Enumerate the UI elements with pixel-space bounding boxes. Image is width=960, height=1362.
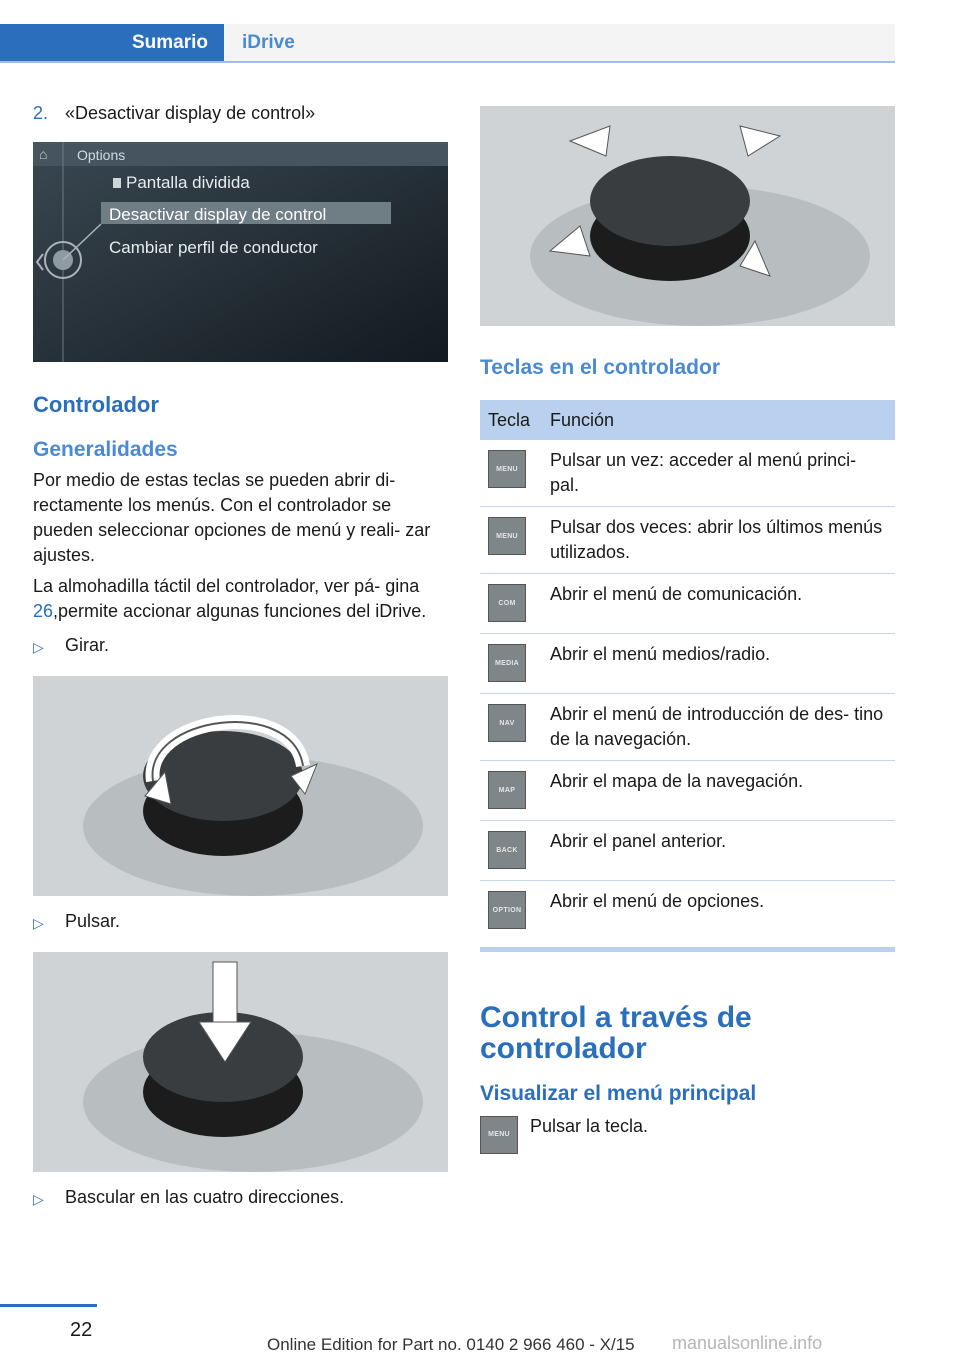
function-cell: Abrir el menú medios/radio. [542, 634, 895, 694]
nav-key-icon: NAV [488, 704, 526, 742]
footer-edition-text: Online Edition for Part no. 0140 2 966 460 - X/15 [267, 1335, 635, 1354]
key-cell [480, 440, 542, 507]
bullet-text: Girar. [65, 635, 110, 655]
watermark: manualsonline.info [672, 1333, 823, 1353]
menu-item-desactivar[interactable]: Desactivar display de control [109, 205, 327, 224]
controller-tilt-image [480, 106, 895, 326]
back-key-icon: BACK [488, 831, 526, 869]
paragraph-2-text-b: ,permite accionar algunas funciones del iDrive. [53, 601, 427, 621]
table-row [480, 694, 895, 761]
keys-table [480, 400, 895, 941]
subsection-menu-principal: Visualizar el menú principal [480, 1081, 757, 1105]
option-key-icon: OPTION [488, 891, 526, 929]
key-cell [480, 694, 542, 761]
footer-divider [0, 1304, 97, 1307]
section-title-controlador: Controlador [33, 392, 159, 417]
key-cell [480, 574, 542, 634]
triangle-bullet-icon: ▷ [33, 1191, 44, 1207]
function-cell: Abrir el menú de opciones. [550, 891, 765, 911]
menu-item-pantalla[interactable]: Pantalla dividida [126, 173, 250, 192]
column-header-tecla: Tecla [480, 400, 542, 440]
section-title-teclas: Teclas en el controlador [480, 356, 721, 379]
table-row [480, 761, 895, 821]
header-divider [0, 61, 895, 63]
function-cell: Pulsar un vez: acceder al menú princi‐ pal. [542, 440, 895, 507]
function-cell: Abrir el menú de comunicación. [542, 574, 895, 634]
press-key-instruction [480, 1116, 895, 1154]
step-2 [33, 100, 448, 126]
table-header-row [480, 400, 895, 440]
key-cell [480, 507, 542, 574]
menu-key-icon: MENU [488, 450, 526, 488]
menu-key-icon: MENU [488, 517, 526, 555]
paragraph-2 [33, 574, 448, 624]
triangle-bullet-icon: ▷ [33, 639, 44, 655]
key-cell [480, 761, 542, 821]
page-number: 22 [70, 1319, 93, 1341]
step-number: 2. [33, 103, 49, 123]
table-row [480, 634, 895, 694]
table-row [480, 881, 895, 941]
key-cell [480, 634, 542, 694]
function-cell: Abrir el panel anterior. [542, 821, 895, 881]
section-title-control: Control a través de controlador [480, 1000, 752, 1065]
bullet-pulsar [33, 908, 448, 936]
table-row [480, 440, 895, 507]
controller-press-image [33, 952, 448, 1172]
right-column [480, 100, 895, 1154]
map-key-icon: MAP [488, 771, 526, 809]
bullet-text: Pulsar. [65, 911, 121, 931]
left-column [33, 100, 448, 1212]
step-text: «Desactivar display de control» [65, 103, 316, 123]
function-cell: Abrir el menú de introducción de des‐ tino de la navegación. [542, 694, 895, 761]
column-header-funcion: Función [542, 400, 895, 440]
menu-key-icon: MENU [480, 1116, 518, 1154]
function-cell: Pulsar dos veces: abrir los últimos menús utilizados. [542, 507, 895, 574]
press-text: Pulsar la tecla. [530, 1115, 649, 1136]
display-screenshot [33, 142, 448, 362]
key-cell [480, 821, 542, 881]
controller-rotate-image [33, 676, 448, 896]
table-row [480, 574, 895, 634]
table-row [480, 821, 895, 881]
table-end-bar [480, 947, 895, 952]
media-key-icon: MEDIA [488, 644, 526, 682]
tab-sumario[interactable]: Sumario [0, 24, 224, 62]
com-key-icon: COM [488, 584, 526, 622]
bullet-text: Bascular en las cuatro direcciones. [65, 1187, 345, 1207]
triangle-bullet-icon: ▷ [33, 915, 44, 931]
paragraph-2-text-a: La almohadilla táctil del controlador, ver pá‐ gina [33, 576, 420, 596]
key-cell [480, 881, 542, 941]
home-icon: ⌂ [39, 146, 48, 162]
table-row [480, 507, 895, 574]
tab-idrive[interactable]: iDrive [224, 24, 895, 62]
page-link-26[interactable]: 26 [33, 601, 54, 621]
subsection-generalidades: Generalidades [33, 438, 178, 461]
bullet-girar [33, 632, 448, 660]
screen-title: Options [77, 147, 126, 163]
page-header [0, 0, 895, 64]
function-cell: Abrir el mapa de la navegación. [542, 761, 895, 821]
bullet-bascular [33, 1184, 448, 1212]
paragraph-1: Por medio de estas teclas se pueden abrir di‐ rectamente los menús. Con el controlador se pueden seleccionar opciones de menú y reali‐ zar ajustes. [33, 470, 431, 565]
menu-item-cambiar[interactable]: Cambiar perfil de conductor [109, 238, 318, 257]
